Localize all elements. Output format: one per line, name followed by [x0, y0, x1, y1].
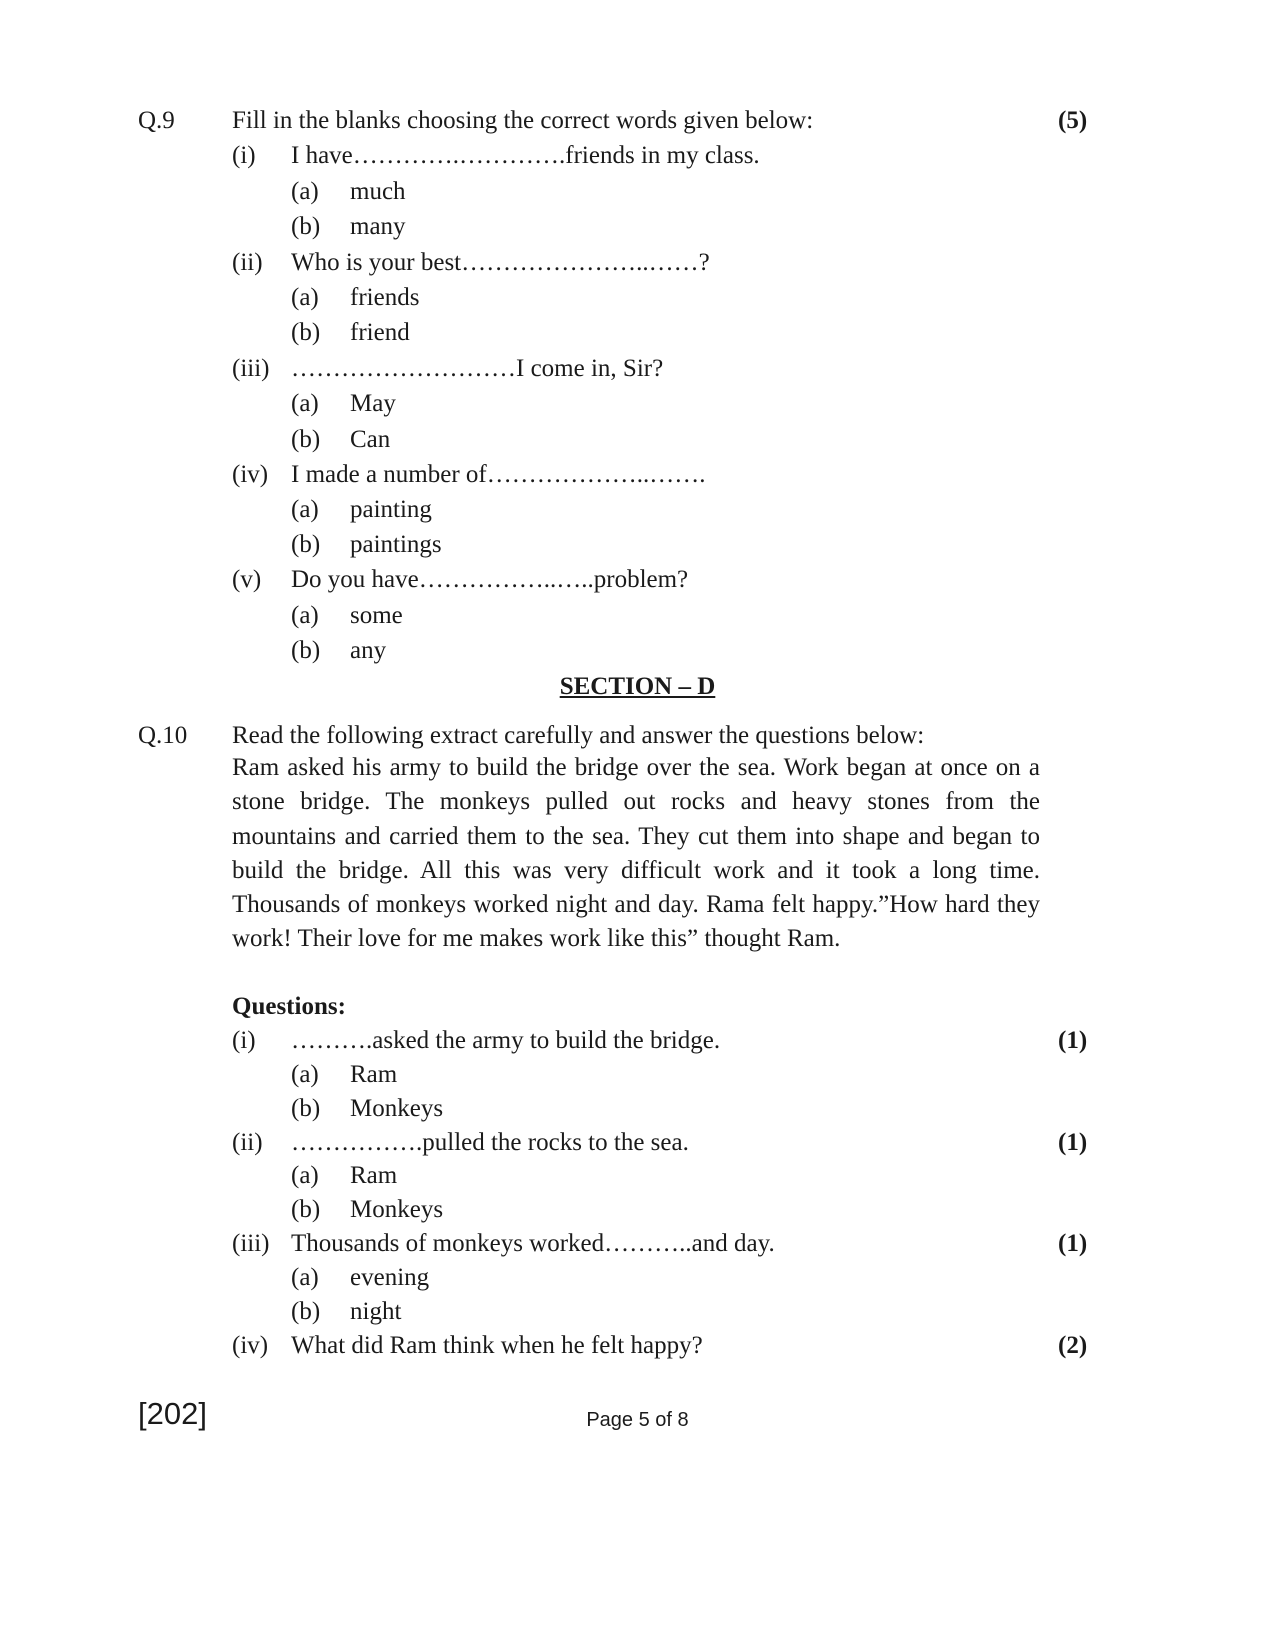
- option-label: (b): [291, 637, 321, 664]
- option-text: Can: [350, 426, 391, 453]
- question-text: Read the following extract carefully and answer the questions below:: [232, 722, 925, 749]
- option-label: (a): [291, 602, 319, 629]
- option-text: friends: [350, 284, 420, 311]
- item-stem: What did Ram think when he felt happy?: [291, 1332, 703, 1359]
- marks-label: (1): [1058, 1230, 1088, 1257]
- option-label: (b): [291, 426, 321, 453]
- option-text: paintings: [350, 531, 442, 558]
- paper-code: [202]: [138, 1396, 207, 1431]
- option-label: (b): [291, 1196, 321, 1223]
- option-text: Ram: [350, 1061, 398, 1088]
- section-heading: SECTION – D: [559, 673, 716, 700]
- item-stem: …………….pulled the rocks to the sea.: [291, 1129, 689, 1156]
- item-number: (v): [232, 566, 262, 593]
- question-number: Q.9: [138, 107, 175, 134]
- item-number: (i): [232, 142, 256, 169]
- item-number: (iv): [232, 1332, 269, 1359]
- item-stem: Who is your best…………………..……?: [291, 249, 710, 276]
- option-label: (a): [291, 1162, 319, 1189]
- option-text: May: [350, 390, 396, 417]
- option-text: some: [350, 602, 403, 629]
- item-number: (iv): [232, 461, 269, 488]
- option-text: many: [350, 213, 406, 240]
- item-number: (ii): [232, 1129, 263, 1156]
- item-stem: I made a number of………………..…….: [291, 461, 706, 488]
- item-stem: I have………….………….friends in my class.: [291, 142, 760, 169]
- option-text: night: [350, 1298, 402, 1325]
- option-label: (a): [291, 390, 319, 417]
- item-number: (ii): [232, 249, 263, 276]
- questions-heading: Questions:: [232, 993, 346, 1020]
- marks-label: (5): [1058, 107, 1088, 134]
- question-text: Fill in the blanks choosing the correct words given below:: [232, 107, 814, 134]
- option-text: any: [350, 637, 387, 664]
- option-label: (b): [291, 213, 321, 240]
- item-number: (i): [232, 1027, 256, 1054]
- option-label: (a): [291, 496, 319, 523]
- option-text: Monkeys: [350, 1095, 444, 1122]
- item-stem: ………………………I come in, Sir?: [291, 355, 664, 382]
- page-number: Page 5 of 8: [586, 1409, 689, 1431]
- option-label: (a): [291, 178, 319, 205]
- item-stem: ……….asked the army to build the bridge.: [291, 1027, 721, 1054]
- item-stem: Do you have……………..…..problem?: [291, 566, 689, 593]
- question-number: Q.10: [138, 722, 188, 749]
- option-text: Ram: [350, 1162, 398, 1189]
- marks-label: (2): [1058, 1332, 1088, 1359]
- option-text: friend: [350, 319, 410, 346]
- option-label: (a): [291, 284, 319, 311]
- option-text: Monkeys: [350, 1196, 444, 1223]
- option-label: (b): [291, 1095, 321, 1122]
- marks-label: (1): [1058, 1027, 1088, 1054]
- item-stem: Thousands of monkeys worked………..and day.: [291, 1230, 775, 1257]
- option-label: (b): [291, 1298, 321, 1325]
- option-label: (a): [291, 1264, 319, 1291]
- item-number: (iii): [232, 355, 270, 382]
- marks-label: (1): [1058, 1129, 1088, 1156]
- option-label: (b): [291, 531, 321, 558]
- option-text: painting: [350, 496, 432, 523]
- option-label: (b): [291, 319, 321, 346]
- option-text: much: [350, 178, 406, 205]
- option-text: evening: [350, 1264, 430, 1291]
- reading-passage: Ram asked his army to build the bridge over the sea. Work began at once on a stone bridge. The monkeys pulled out rocks and heavy stones from the mountains and carried them to the sea. They cut them into shape and began to build the bridge. All this was very difficult work and it took a long time. Thousands of monkeys worked night and day. Rama felt happy.”How hard they work! Their love for me makes work like this” thought Ram.: [232, 754, 1040, 953]
- option-label: (a): [291, 1061, 319, 1088]
- item-number: (iii): [232, 1230, 270, 1257]
